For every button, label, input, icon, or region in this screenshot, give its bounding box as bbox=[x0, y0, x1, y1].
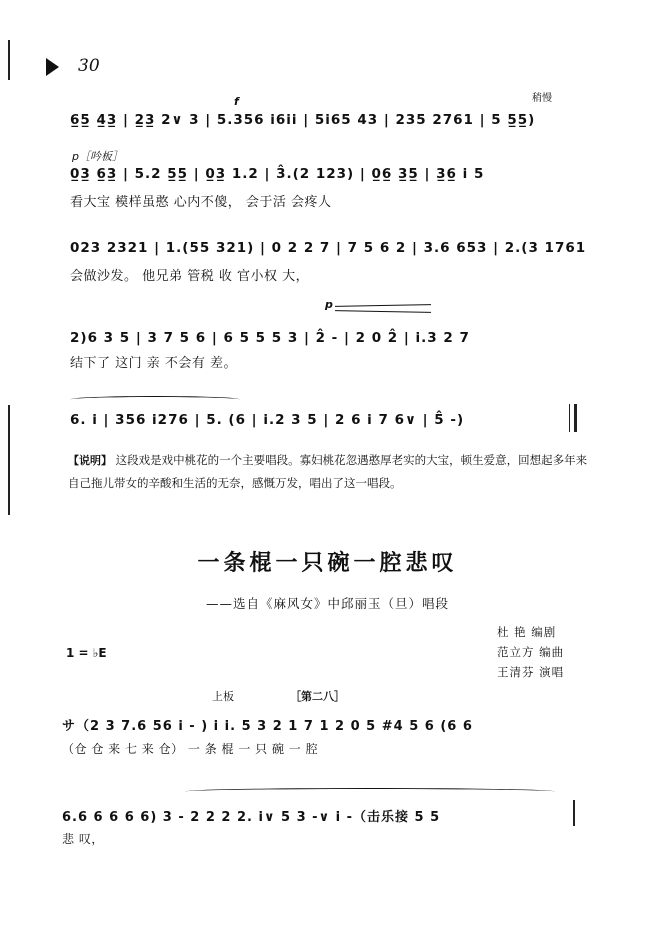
song2-row-1-music: サ（2 3 7.6 56 i - ) i i. 5 3 2 1 7 1 2 0 5 #4 5 6 (6 6 bbox=[62, 719, 473, 734]
tie-arc bbox=[70, 396, 240, 403]
credit-lyricist: 杜 艳 编剧 bbox=[497, 625, 557, 639]
song-subtitle: ——选自《麻风女》中邱丽玉（旦）唱段 bbox=[205, 596, 449, 611]
score-row-3-lyric: 会做沙发。 他兄弟 管税 收 官小权 大， bbox=[70, 269, 310, 284]
explanation-paragraph bbox=[68, 449, 588, 495]
crescendo-line-2 bbox=[335, 310, 431, 313]
explanation-text: 这段戏是戏中桃花的一个主要唱段。寡妇桃花忽遇憨厚老实的大宝，顿生爱意，回想起多年来自己拖儿带女的辛酸和生活的无奈，感慨万发，唱出了这一唱段。 bbox=[68, 453, 588, 490]
score-row-5-music: 6. i | 356 i276 | 5. (6 | i.2 3 5 | 2 6 i 7 6∨ | 5̂ -) bbox=[70, 412, 465, 428]
key-signature: 1 = ♭E bbox=[66, 646, 107, 660]
score-row-4-lyric: 结下了 这门 亲 不会有 差。 bbox=[70, 356, 238, 371]
row-2-marks: p［吟板］ bbox=[72, 150, 123, 163]
score-row-2-music: 0̲3̲ 6̲3̲ | 5.2 5̲5̲ | 0̲3̲ 1.2 | 3̂.(2 123) | 0̲6̲ 3̲5̲ | 3̲6̲ i 5 bbox=[70, 166, 485, 182]
crescendo-line bbox=[335, 304, 431, 307]
page-arrow-icon bbox=[46, 58, 59, 76]
explanation-label: 【说明】 bbox=[68, 454, 112, 467]
page-number: 30 bbox=[78, 56, 100, 76]
credit-composer: 范立方 编曲 bbox=[497, 645, 565, 659]
final-double-bar bbox=[574, 404, 577, 432]
section-tempo-label: 上板 bbox=[212, 690, 234, 703]
score-row-2-lyric: 看大宝 模样虽憨 心内不傻， 会于活 会疼人 bbox=[70, 195, 332, 210]
phrase-arc bbox=[185, 788, 555, 795]
margin-rule-top bbox=[8, 40, 10, 80]
song-title: 一条棍一只碗一腔悲叹 bbox=[197, 551, 458, 576]
margin-rule-bottom bbox=[8, 405, 10, 515]
score-row-1-music: 6̲5̲ 4̲3̲ | 2̲3̲ 2∨ 3 | 5.356 i6ii | 5i65 43 | 235 2761 | 5 5̲5̲) bbox=[70, 112, 536, 128]
tempo-mark: 稍慢 bbox=[532, 93, 552, 104]
score-row-3 bbox=[68, 240, 587, 260]
score-row-5 bbox=[68, 412, 579, 432]
bar-line-end bbox=[573, 800, 575, 826]
song2-row-1-lyric: （仓 仓 来 七 来 仓） 一 条 棍 一 只 碗 一 腔 bbox=[62, 742, 319, 756]
final-double-bar-thin bbox=[569, 404, 570, 432]
dynamic-mark-p: p bbox=[325, 298, 333, 311]
score-row-4-music: 2)6 3 5 | 3 7 5 6 | 6 5 5 5 3 | 2̂ - | 2 0 2̂ | i.3 2 7 bbox=[70, 330, 470, 346]
score-row-3-music: 023 2321 | 1.(55 321) | 0 2 2 7 | 7 5 6 2 | 3.6 653 | 2.(3 1761 bbox=[70, 240, 587, 256]
score-row-4 bbox=[68, 330, 579, 350]
song2-row-2-lyric: 悲 叹， bbox=[62, 832, 104, 846]
score-row-2 bbox=[68, 166, 579, 186]
song2-row-2-music: 6.6 6 6 6 6) 3 - 2 2 2 2. i∨ 5 3 -∨ i -（击乐接 5 5 bbox=[62, 810, 441, 825]
score-row-1 bbox=[68, 112, 579, 132]
credit-singer: 王清芬 演唱 bbox=[497, 665, 565, 679]
dynamic-mark-f: f bbox=[234, 95, 239, 108]
section-meter-label: ［第二八］ bbox=[290, 690, 345, 703]
